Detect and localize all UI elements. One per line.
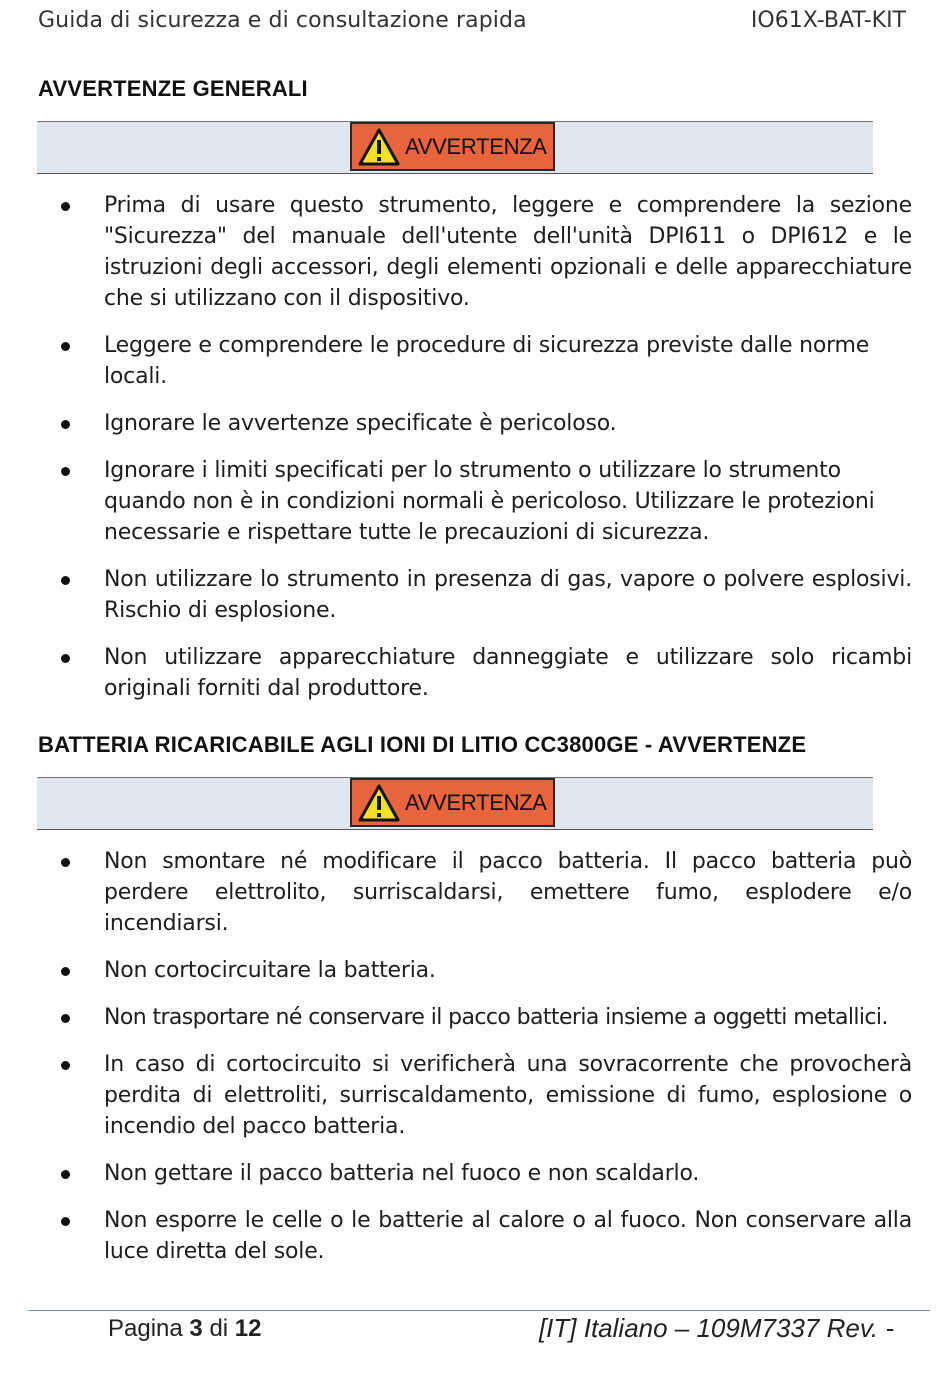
bullet-icon: [61, 420, 70, 429]
list-item: Non utilizzare lo strumento in presenza di gas, vapore o polvere esplosivi. Rischio di esplosione.: [0, 564, 950, 626]
bullet-icon: [61, 967, 70, 976]
bullet-icon: [61, 1061, 70, 1070]
warning-band: [37, 121, 873, 174]
list-item: Non utilizzare apparecchiature danneggiate e utilizzare solo ricambi originali forniti dal produttore.: [0, 642, 950, 704]
bullet-icon: [61, 1170, 70, 1179]
list-item: Non gettare il pacco batteria nel fuoco e non scaldarlo.: [0, 1158, 950, 1189]
warning-triangle-icon: [357, 127, 401, 167]
warning-triangle-icon: [357, 783, 401, 823]
bullet-icon: [61, 576, 70, 585]
header-product-code: IO61X-BAT-KIT: [750, 8, 906, 33]
warning-label-text: AVVERTENZA: [405, 133, 547, 159]
footer-rule: [28, 1310, 930, 1311]
warning-label: [350, 778, 555, 827]
section-title-battery-warnings: BATTERIA RICARICABILE AGLI IONI DI LITIO CC3800GE - AVVERTENZE: [38, 732, 807, 757]
current-page: 3: [189, 1315, 203, 1342]
bullet-icon: [61, 654, 70, 663]
warning-label-text: AVVERTENZA: [405, 789, 547, 815]
footer-document-ref: [IT] Italiano – 109M7337 Rev. -: [538, 1313, 894, 1343]
list-item: Ignorare le avvertenze specificate è pericoloso.: [0, 408, 950, 439]
section-title-general-warnings: AVVERTENZE GENERALI: [38, 76, 308, 101]
warning-band: [37, 777, 873, 830]
list-item: Prima di usare questo strumento, leggere e comprendere la sezione "Sicurezza" del manuale dell'utente dell'unità DPI611 o DPI612 e le istruzioni degli accessori, degli elementi opzionali e delle apparecchiature che si utilizzano con il dispositivo.: [0, 190, 950, 314]
list-item: Ignorare i limiti specificati per lo strumento o utilizzare lo strumento quando non è in condizioni normali è pericoloso. Utilizzare le protezioni necessarie e rispettare tutte le precauzioni di sicurezza.: [0, 455, 950, 548]
list-item: Non esporre le celle o le batterie al calore o al fuoco. Non conservare alla luce diretta del sole.: [0, 1205, 950, 1267]
header-title: Guida di sicurezza e di consultazione rapida: [38, 8, 527, 33]
bullet-icon: [61, 202, 70, 211]
bullet-icon: [61, 858, 70, 867]
total-pages: 12: [234, 1315, 262, 1342]
warning-label: [350, 122, 555, 171]
battery-warnings-list: [0, 846, 950, 1283]
bullet-icon: [61, 467, 70, 476]
list-item: Non cortocircuitare la batteria.: [0, 955, 950, 986]
bullet-icon: [61, 1014, 70, 1023]
page-number: Pagina 3 di 12: [108, 1315, 262, 1342]
list-item: In caso di cortocircuito si verificherà una sovracorrente che provocherà perdita di elettroliti, surriscaldamento, emissione di fumo, esplosione o incendio del pacco batteria.: [0, 1049, 950, 1142]
bullet-icon: [61, 1217, 70, 1226]
list-item: Non smontare né modificare il pacco batteria. Il pacco batteria può perdere elettrolito, surriscaldarsi, emettere fumo, esplodere e/o incendiarsi.: [0, 846, 950, 939]
bullet-icon: [61, 342, 70, 351]
list-item: Leggere e comprendere le procedure di sicurezza previste dalle norme locali.: [0, 330, 950, 392]
general-warnings-list: [0, 190, 950, 720]
list-item: Non trasportare né conservare il pacco batteria insieme a oggetti metallici.: [0, 1002, 950, 1033]
